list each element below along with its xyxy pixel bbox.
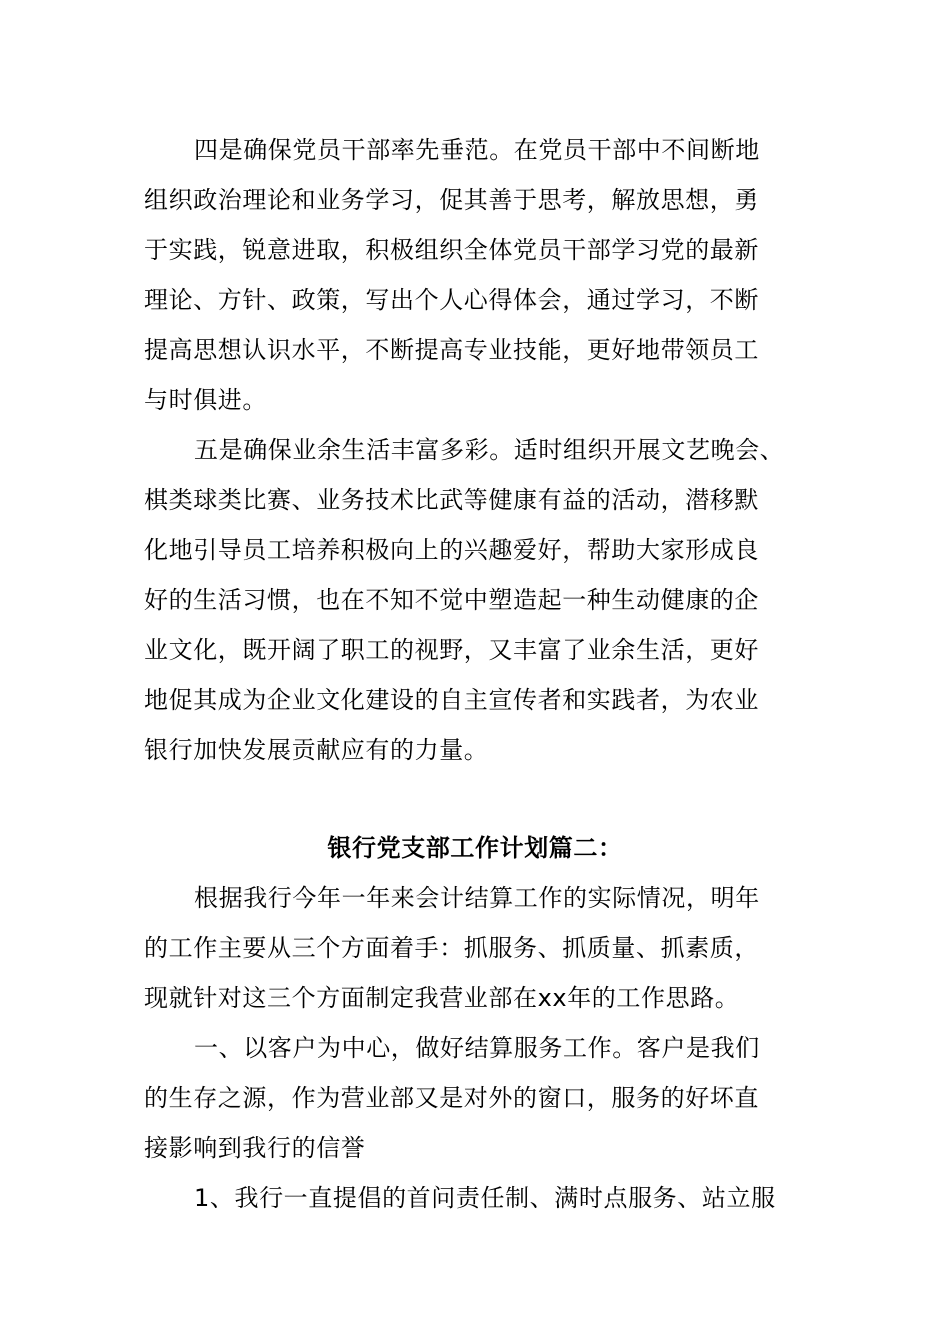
paragraph-line: 的工作主要从三个方面着手：抓服务、抓质量、抓素质， [144, 934, 759, 962]
paragraph-line: 的生存之源，作为营业部又是对外的窗口，服务的好坏直 [144, 1084, 759, 1112]
paragraph-line: 接影响到我行的信誉 [144, 1134, 366, 1162]
paragraph-line: 组织政治理论和业务学习，促其善于思考，解放思想，勇 [144, 186, 759, 214]
paragraph-line: 银行加快发展贡献应有的力量。 [144, 736, 489, 764]
paragraph-line: 现就针对这三个方面制定我营业部在xx年的工作思路。 [144, 984, 740, 1012]
paragraph-line: 地促其成为企业文化建设的自主宣传者和实践者，为农业 [144, 686, 759, 714]
paragraph-line: 化地引导员工培养积极向上的兴趣爱好，帮助大家形成良 [144, 536, 759, 564]
paragraph-line: 一、以客户为中心，做好结算服务工作。客户是我们 [194, 1034, 760, 1062]
paragraph-line: 提高思想认识水平，不断提高专业技能，更好地带领员工 [144, 336, 759, 364]
paragraph-line: 于实践，锐意进取，积极组织全体党员干部学习党的最新 [144, 236, 759, 264]
paragraph-line: 1、我行一直提倡的首问责任制、满时点服务、站立服 [194, 1184, 776, 1212]
paragraph-line: 棋类球类比赛、业务技术比武等健康有益的活动，潜移默 [144, 486, 759, 514]
paragraph-line: 五是确保业余生活丰富多彩。适时组织开展文艺晚会、 [194, 436, 785, 464]
paragraph-line: 与时俱进。 [144, 386, 267, 414]
paragraph-line: 根据我行今年一年来会计结算工作的实际情况，明年 [194, 884, 760, 912]
paragraph-line: 好的生活习惯，也在不知不觉中塑造起一种生动健康的企 [144, 586, 759, 614]
section-heading: 银行党支部工作计划篇二： [327, 834, 623, 862]
paragraph-line: 四是确保党员干部率先垂范。在党员干部中不间断地 [194, 136, 760, 164]
paragraph-line: 理论、方针、政策，写出个人心得体会，通过学习，不断 [144, 286, 759, 314]
paragraph-line: 业文化，既开阔了职工的视野，又丰富了业余生活，更好 [144, 636, 759, 664]
